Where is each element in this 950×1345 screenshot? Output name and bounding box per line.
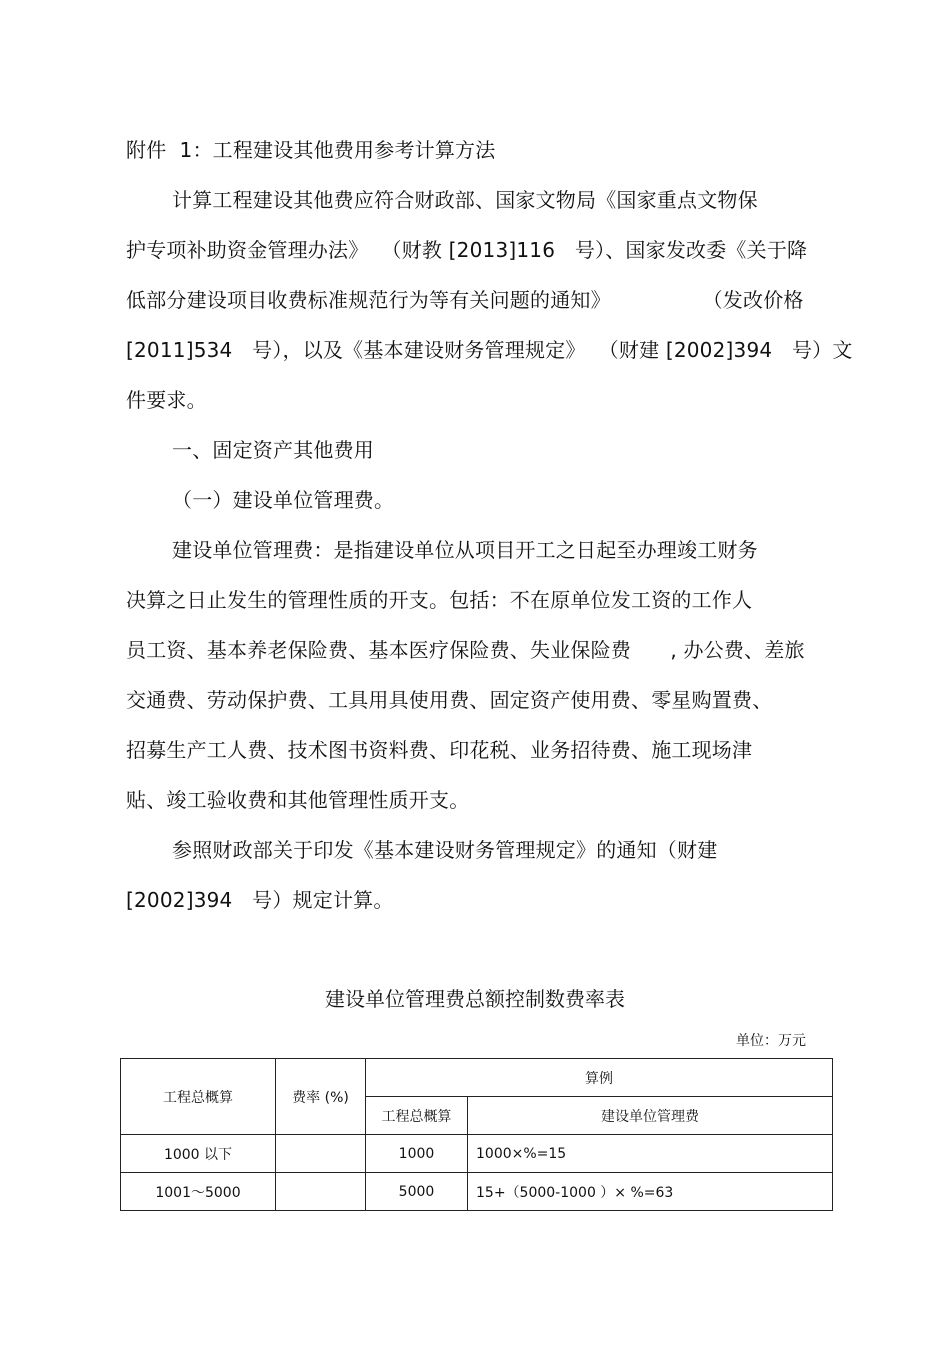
header-example-total: 工程总概算 [366,1097,468,1135]
attachment-heading: 附件 1：工程建设其他费用参考计算方法 [126,138,496,162]
paragraph-line: 低部分建设项目收费标准规范行为等有关问题的通知》 （发改价格 [126,288,804,312]
paragraph-line: 招募生产工人费、技术图书资料费、印花税、业务招待费、施工现场津 [126,738,753,762]
header-rate: 费率 (%) [276,1059,366,1135]
cell-example-fee: 1000×%=15 [468,1135,833,1173]
cell-rate [276,1135,366,1173]
table-title: 建设单位管理费总额控制数费率表 [325,987,625,1011]
cell-rate [276,1173,366,1211]
table-header-row [121,1059,833,1097]
subsection-heading: （一）建设单位管理费。 [172,488,395,512]
header-example: 算例 [366,1059,833,1097]
cell-range: 1001～5000 [121,1173,276,1211]
section-heading: 一、固定资产其他费用 [172,438,374,462]
paragraph-line: 决算之日止发生的管理性质的开支。包括：不在原单位发工资的工作人 [126,588,753,612]
paragraph-line: 护专项补助资金管理办法》 （财教 [2013]116 号）、国家发改委《关于降 [126,238,808,262]
header-total-estimate: 工程总概算 [121,1059,276,1135]
fee-rate-table [120,1058,833,1211]
paragraph-line: 贴、竣工验收费和其他管理性质开支。 [126,788,470,812]
cell-range: 1000 以下 [121,1135,276,1173]
table-row [121,1135,833,1173]
paragraph-line: 员工资、基本养老保险费、基本医疗保险费、失业保险费 , 办公费、差旅 [126,638,805,662]
paragraph-line: [2002]394 号）规定计算。 [126,888,394,912]
table-row [121,1173,833,1211]
cell-example-total: 5000 [366,1173,468,1211]
paragraph-line: [2011]534 号），以及《基本建设财务管理规定》 （财建 [2002]394 号）文 [126,338,853,362]
paragraph-line: 参照财政部关于印发《基本建设财务管理规定》的通知（财建 [172,838,718,862]
cell-example-fee: 15+（5000-1000 ）× %=63 [468,1173,833,1211]
cell-example-total: 1000 [366,1135,468,1173]
header-example-fee: 建设单位管理费 [468,1097,833,1135]
paragraph-line: 计算工程建设其他费应符合财政部、国家文物局《国家重点文物保 [172,188,758,212]
paragraph-line: 件要求。 [126,388,207,412]
paragraph-line: 建设单位管理费：是指建设单位从项目开工之日起至办理竣工财务 [172,538,758,562]
table-unit: 单位：万元 [736,1033,806,1049]
paragraph-line: 交通费、劳动保护费、工具用具使用费、固定资产使用费、零星购置费、 [126,688,773,712]
